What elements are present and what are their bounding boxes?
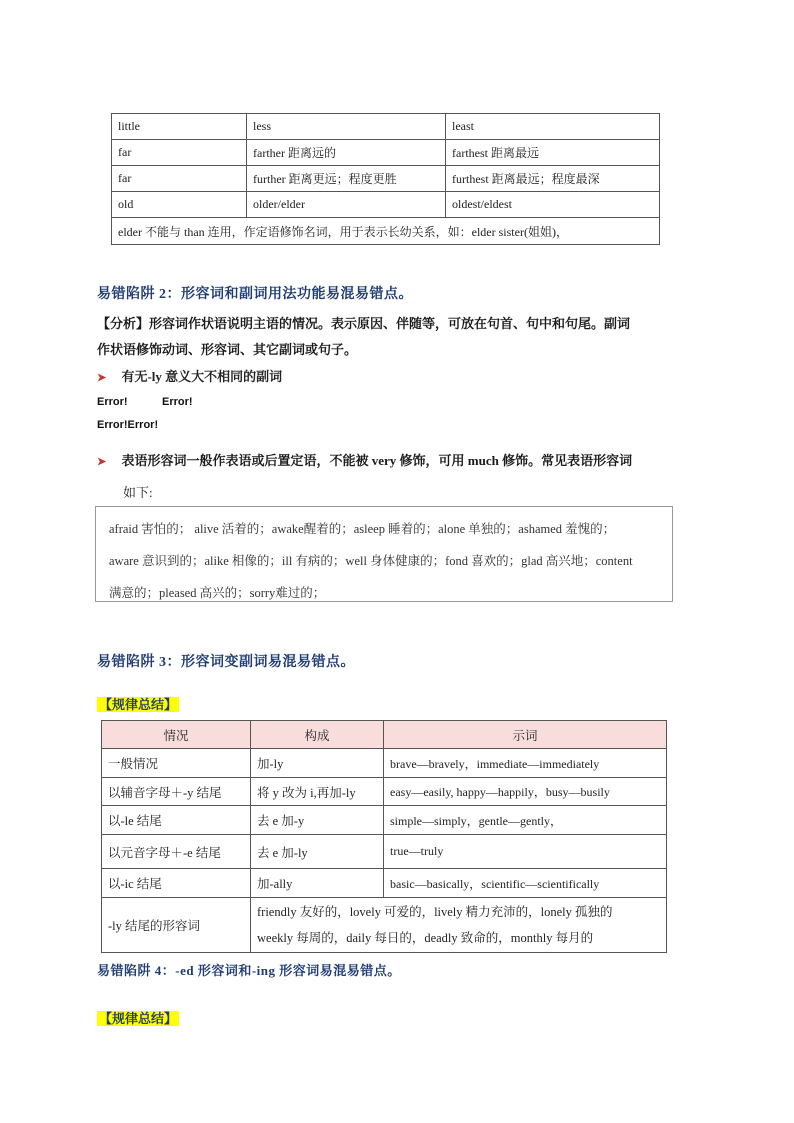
table-cell: far — [112, 166, 247, 192]
table-cell: older/elder — [247, 192, 446, 218]
section-heading-2: 易错陷阱 2：形容词和副词用法功能易混易错点。 — [97, 287, 413, 302]
table-cell: basic—basically，scientific—scientifically — [384, 869, 667, 898]
table-row — [102, 898, 667, 953]
table-cell: farther 距离远的 — [247, 140, 446, 166]
table-cell: easy—easily, happy—happily，busy—busily — [384, 778, 667, 806]
error-text: Error! — [162, 396, 193, 408]
box-line: afraid 害怕的； alive 活着的；awake醒着的；asleep 睡着的；alone 单独的；ashamed 羞愧的； — [109, 522, 616, 536]
table-cell: 将 y 改为 i,再加-ly — [251, 778, 384, 806]
table-cell: 以-ic 结尾 — [102, 869, 251, 898]
column-header: 示词 — [384, 721, 667, 749]
table-cell: little — [112, 114, 247, 140]
rule-summary-tag — [97, 694, 179, 714]
bullet-text: 表语形容词一般作表语或后置定语，不能被 very 修饰，可用 much 修饰。常见表语形容词 — [121, 453, 633, 468]
analysis-text-line2: 作状语修饰动词、形容词、其它副词或句子。 — [97, 342, 358, 357]
bullet-text-cont: 如下: — [123, 485, 153, 500]
table-cell: true—truly — [384, 835, 667, 869]
table-cell: 去 e 加-ly — [251, 835, 384, 869]
rule-summary-tag — [97, 1008, 179, 1028]
adjective-box — [95, 506, 673, 602]
table-cell: farthest 距离最远 — [446, 140, 660, 166]
error-text: Error!Error! — [97, 419, 159, 431]
table-row — [102, 806, 667, 835]
table-cell: 去 e 加-y — [251, 806, 384, 835]
table-row — [102, 778, 667, 806]
table-cell: further 距离更远；程度更胜 — [247, 166, 446, 192]
table-cell: old — [112, 192, 247, 218]
table-row — [102, 749, 667, 778]
bullet-item-2 — [97, 450, 632, 469]
box-line: 满意的；pleased 高兴的；sorry难过的； — [109, 586, 326, 600]
table-cell: 加-ally — [251, 869, 384, 898]
cell-line: friendly 友好的，lovely 可爱的，lively 精力充沛的，lonely 孤独的 — [257, 905, 613, 919]
table-row — [112, 192, 660, 218]
cell-line: weekly 每周的，daily 每日的，deadly 致命的，monthly 每月的 — [257, 931, 594, 945]
table-header-row — [102, 721, 667, 749]
error-text: Error! — [97, 396, 128, 408]
comparison-table — [111, 113, 660, 245]
table-cell: brave—bravely，immediate—immediately — [384, 749, 667, 778]
adverb-formation-table — [101, 720, 667, 953]
table-cell: simple—simply，gentle—gently， — [384, 806, 667, 835]
table-cell: 以辅音字母＋-y 结尾 — [102, 778, 251, 806]
table-cell: -ly 结尾的形容词 — [102, 898, 251, 953]
table-row — [112, 114, 660, 140]
table-cell: 加-ly — [251, 749, 384, 778]
section-heading-3: 易错陷阱 3：形容词变副词易混易错点。 — [97, 655, 355, 670]
analysis-text-line1: 【分析】形容词作状语说明主语的情况。表示原因、伴随等，可放在句首、句中和句尾。副词 — [97, 316, 631, 331]
arrow-bullet-icon: ➤ — [97, 372, 107, 384]
table-row — [112, 218, 660, 245]
section-heading-4: 易错陷阱 4：-ed 形容词和-ing 形容词易混易错点。 — [97, 963, 401, 978]
tag-label: 【规律总结】 — [99, 1011, 178, 1026]
table-cell: oldest/eldest — [446, 192, 660, 218]
arrow-bullet-icon: ➤ — [97, 456, 107, 468]
table-cell: far — [112, 140, 247, 166]
table-cell: 以-le 结尾 — [102, 806, 251, 835]
column-header: 构成 — [251, 721, 384, 749]
table-cell — [251, 898, 667, 953]
box-line: aware 意识到的；alike 相像的；ill 有病的；well 身体健康的；fond 喜欢的；glad 高兴地；content — [109, 554, 633, 568]
table-row — [102, 869, 667, 898]
bullet-text: 有无-ly 意义大不相同的副词 — [121, 369, 283, 384]
bullet-item-1 — [97, 366, 282, 385]
table-note: elder 不能与 than 连用，作定语修饰名词，用于表示长幼关系，如：elder sister(姐姐)， — [112, 218, 660, 245]
table-row — [112, 166, 660, 192]
table-row — [112, 140, 660, 166]
table-cell: least — [446, 114, 660, 140]
tag-label: 【规律总结】 — [99, 697, 178, 712]
table-cell: 一般情况 — [102, 749, 251, 778]
table-cell: 以元音字母＋-e 结尾 — [102, 835, 251, 869]
table-cell: furthest 距离最远；程度最深 — [446, 166, 660, 192]
table-row — [102, 835, 667, 869]
table-cell: less — [247, 114, 446, 140]
column-header: 情况 — [102, 721, 251, 749]
